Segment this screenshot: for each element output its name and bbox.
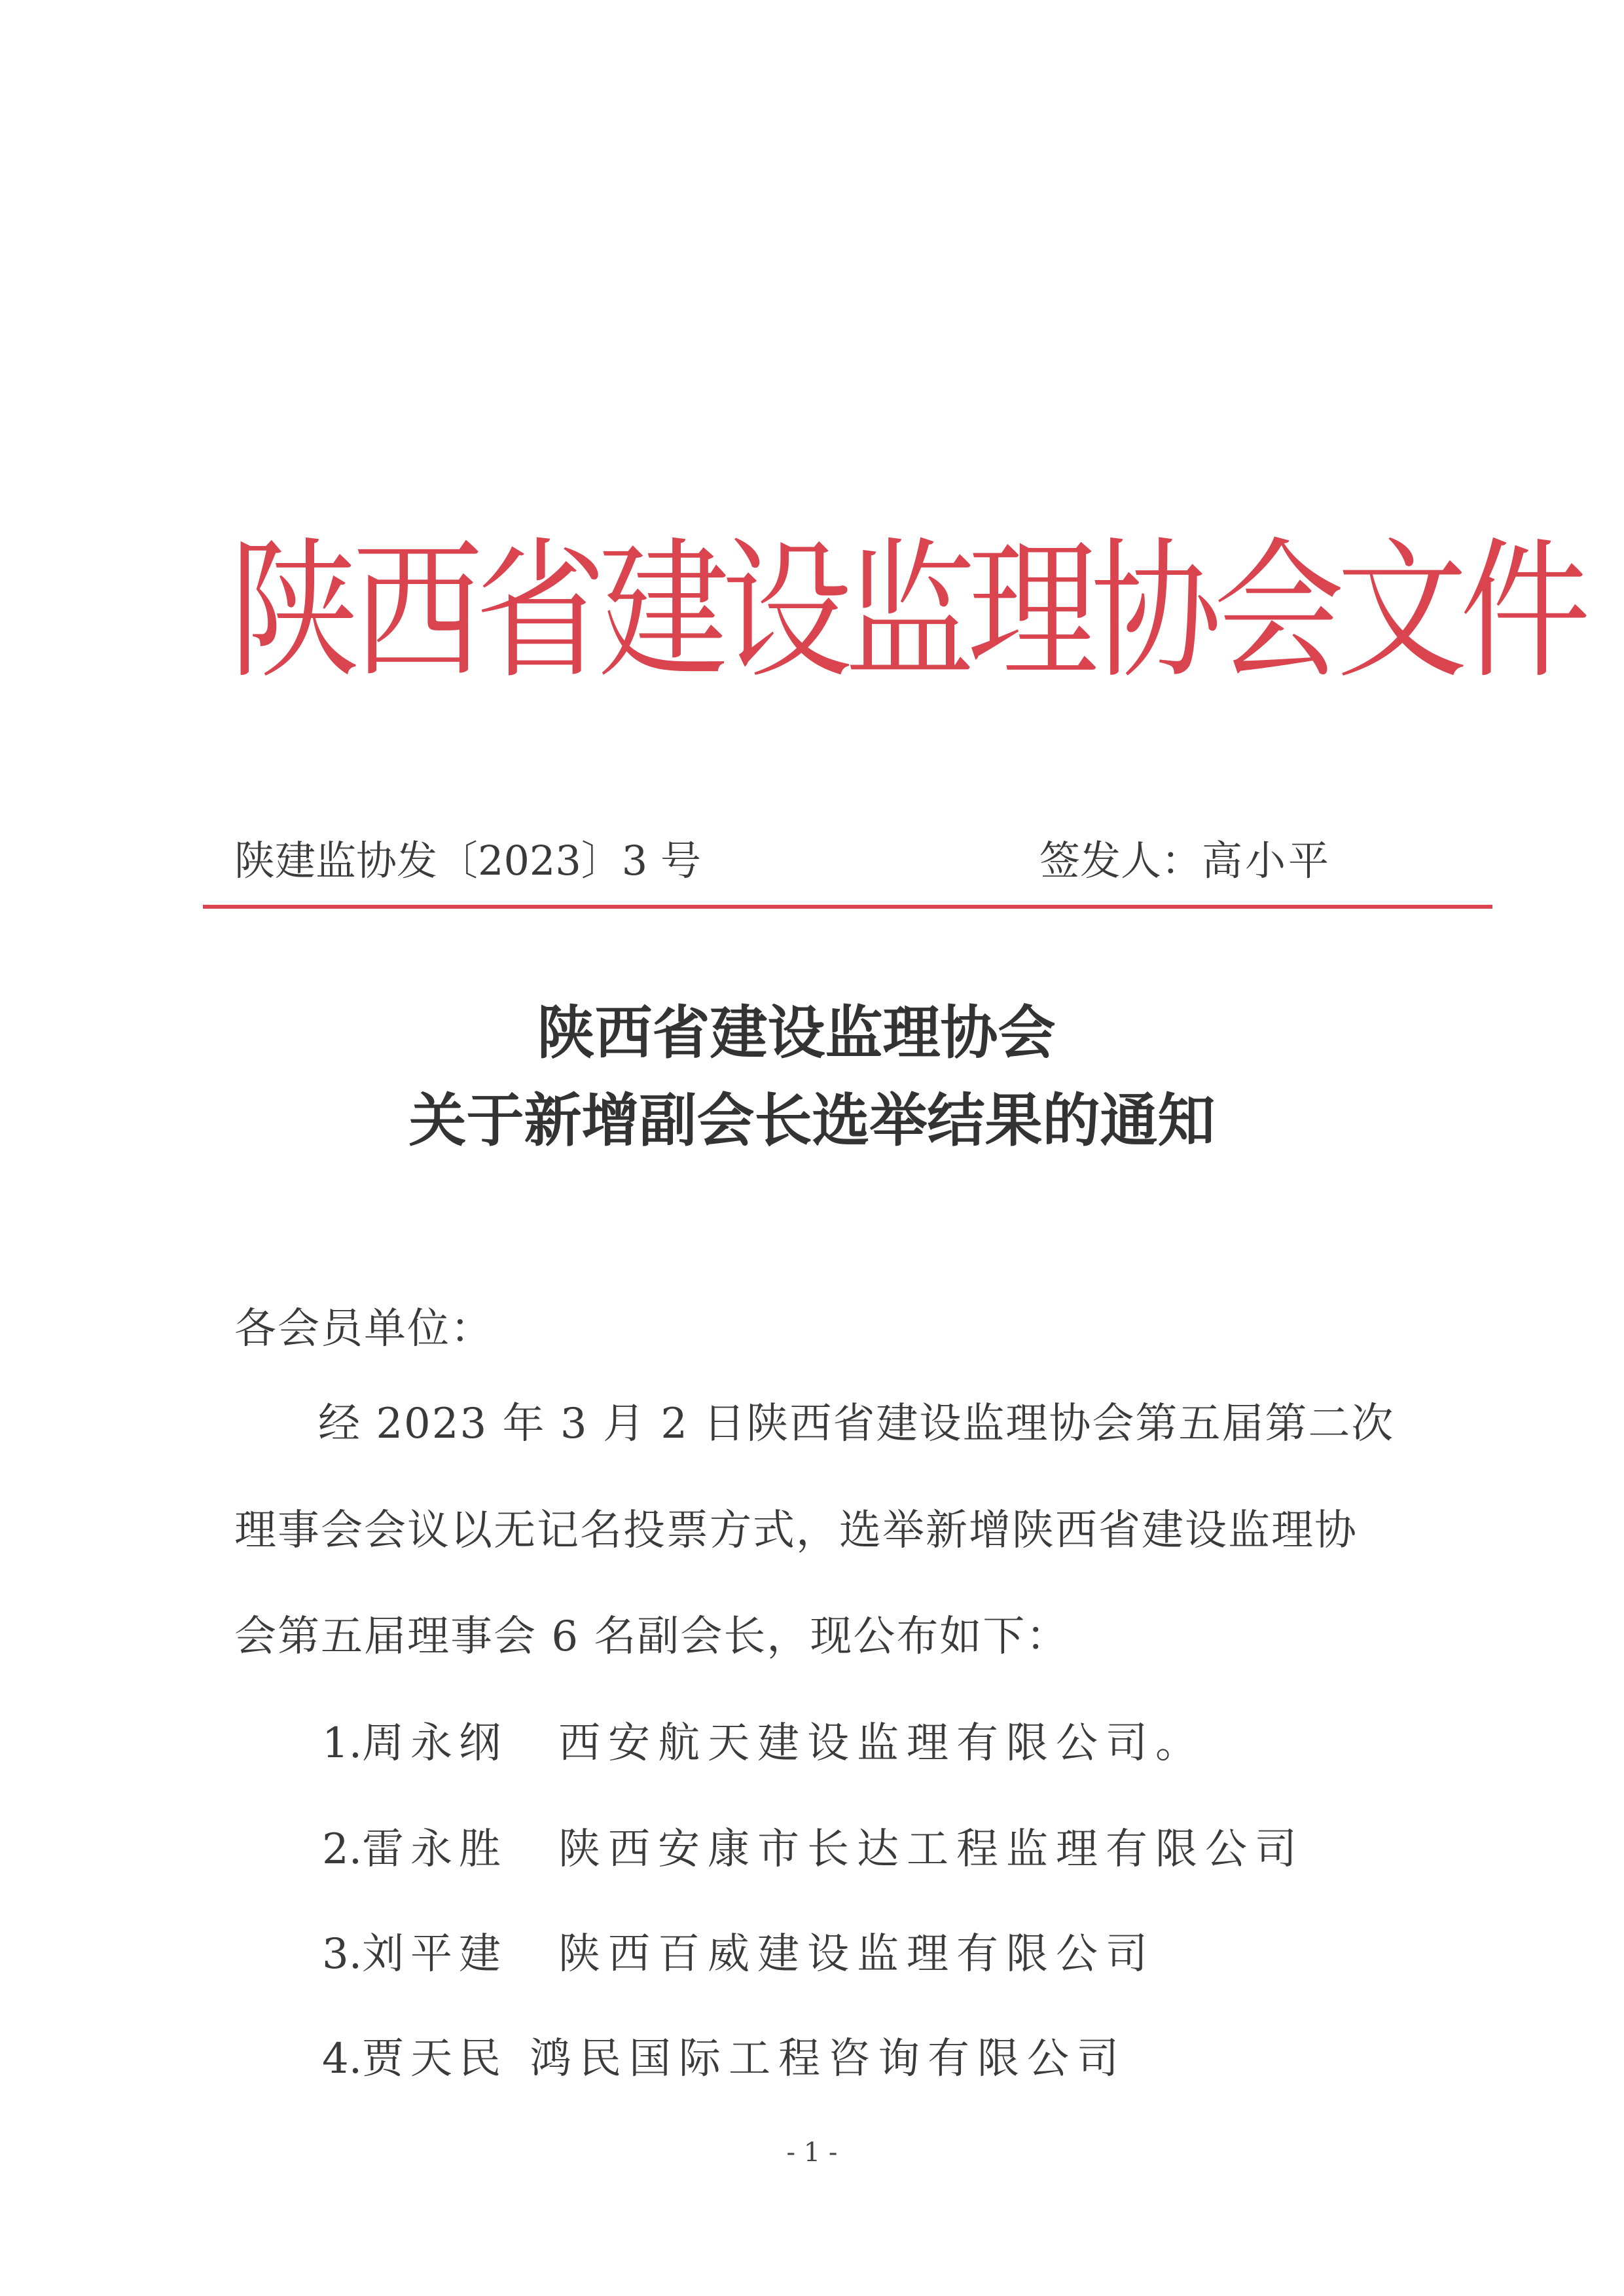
red-divider-line [203,905,1492,909]
item-company: 陕西安康市长达工程监理有限公司 [558,1825,1305,1874]
salutation: 各会员单位： [234,1305,494,1353]
vice-president-item [322,1925,1155,1984]
vice-president-item [322,1714,1205,1773]
item-company: 西安航天建设监理有限公司。 [558,1719,1206,1768]
vice-president-item [322,2030,1127,2088]
item-name: 雷永胜 [362,1825,508,1874]
vice-president-item [322,1820,1305,1879]
paragraph-line-2: 理事会会议以无记名投票方式，选举新增陕西省建设监理协 [234,1506,1358,1555]
issuer-label: 签发人： [1039,837,1202,884]
item-name: 贾天民 [362,2035,508,2083]
item-name: 周永纲 [362,1719,508,1768]
item-number: 2. [322,1825,363,1874]
item-number: 3. [322,1930,363,1978]
issuer [1039,831,1331,890]
item-company: 陕西百威建设监理有限公司 [558,1930,1156,1978]
item-name: 刘平建 [362,1930,508,1978]
item-company: 鸿民国际工程咨询有限公司 [530,2035,1127,2083]
issuer-name: 高小平 [1202,837,1332,884]
paragraph-line-1: 经 2023 年 3 月 2 日陕西省建设监理协会第五届第二次 [318,1400,1395,1448]
item-number: 1. [322,1719,363,1768]
notice-title-line-2: 关于新增副会长选举结果的通知 [408,1087,1216,1154]
masthead-title: 陕西省建设监理协会文件 [229,524,1583,700]
paragraph-line-3: 会第五届理事会 6 名副会长，现公布如下： [234,1613,1070,1661]
document-number: 陕建监协发〔2023〕3 号 [234,837,701,884]
notice-title-line-1: 陕西省建设监理协会 [537,999,1056,1066]
page-number: - 1 - [786,2138,838,2168]
item-number: 4. [322,2035,363,2083]
